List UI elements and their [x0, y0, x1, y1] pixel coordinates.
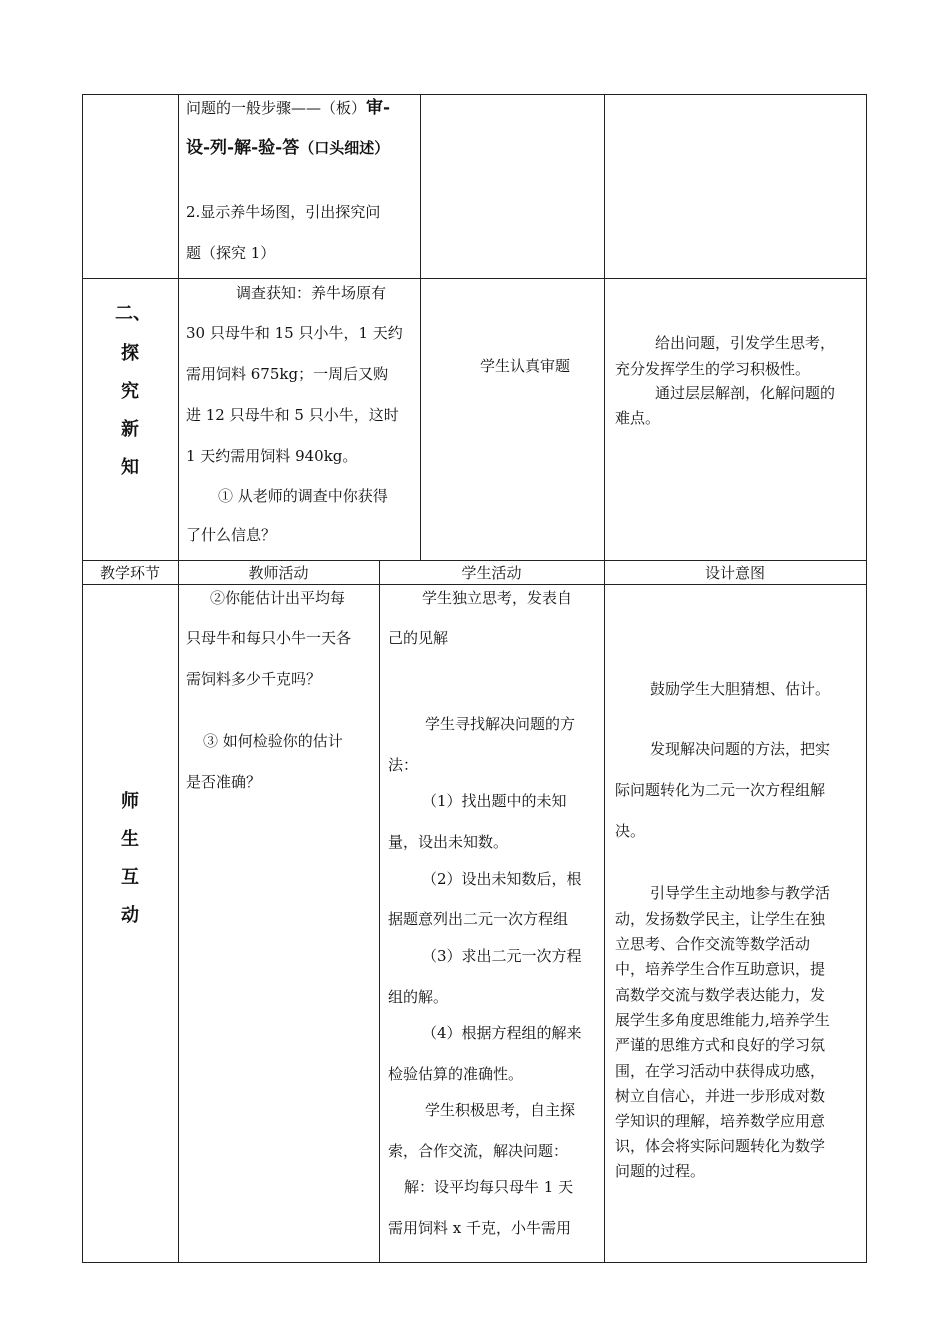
- col-divider-c: [604, 94, 605, 1263]
- row3-student-line-15: 解：设平均每只母牛 1 天: [404, 1178, 574, 1196]
- row3-teacher-line-2: 只母牛和每只小牛一天各: [186, 629, 352, 647]
- row2-intent-line-4: 难点。: [615, 409, 661, 427]
- table-border-right: [866, 94, 867, 1263]
- row2-stage-4: 新: [121, 419, 139, 440]
- row2-intent-line-3: 通过层层解剖，化解问题的: [655, 384, 836, 402]
- row3-student-line-7: （2）设出未知数后，根: [422, 870, 582, 888]
- row3-teacher-line-1: ②你能估计出平均每: [210, 589, 346, 607]
- header-teacher: 教师活动: [248, 564, 309, 582]
- row3-student-line-1: 学生独立思考，发表自: [422, 589, 573, 607]
- row3-intent-line-3: 际问题转化为二元一次方程组解: [615, 781, 826, 799]
- col-divider-b-upper: [420, 94, 421, 560]
- row3-student-line-10: 组的解。: [388, 988, 449, 1006]
- table-border-bottom: [82, 1262, 867, 1263]
- row3-student-line-12: 检验估算的准确性。: [388, 1065, 524, 1083]
- row3-intent-line-9: 高数学交流与数学表达能力，发: [615, 986, 826, 1004]
- row3-student-line-13: 学生积极思考，自主探: [425, 1101, 576, 1119]
- col-divider-a: [178, 94, 179, 1263]
- row2-stage-3: 究: [121, 381, 139, 402]
- row3-intent-line-8: 中，培养学生合作互助意识，提: [615, 960, 826, 978]
- row3-stage-1: 师: [121, 791, 139, 812]
- row3-intent-line-12: 围，在学习活动中获得成功感，: [615, 1062, 826, 1080]
- header-student: 学生活动: [461, 564, 522, 582]
- row3-intent-line-11: 严谨的思维方式和良好的学习氛: [615, 1036, 826, 1054]
- row2-teacher-line-5: 1 天约需用饲料 940kg。: [186, 447, 358, 465]
- header-intent: 设计意图: [704, 564, 765, 582]
- row2-teacher-line-3: 需用饲料 675kg；一周后又购: [186, 365, 389, 383]
- row2-stage-2: 探: [121, 343, 139, 364]
- table-border-left: [82, 94, 83, 1263]
- row-divider-1: [82, 278, 867, 279]
- row2-stage-1: 二、: [115, 303, 151, 324]
- header-stage: 教学环节: [99, 564, 160, 582]
- row2-teacher-line-1: 调查获知：养牛场原有: [236, 284, 387, 302]
- row3-student-line-16: 需用饲料 x 千克，小牛需用: [388, 1219, 571, 1237]
- row2-teacher-line-4: 进 12 只母牛和 5 只小牛，这时: [186, 406, 399, 424]
- row1-teacher-line-3: 2.显示养牛场图，引出探究问: [186, 203, 381, 221]
- row2-teacher-line-7: 了什么信息？: [186, 526, 277, 544]
- col-divider-b-lower: [379, 560, 380, 1263]
- row3-student-line-4: 法：: [388, 756, 419, 774]
- row1-teacher-line-4: 题（探究 1）: [186, 244, 276, 262]
- row2-teacher-line-6: ① 从老师的调查中你获得: [218, 487, 388, 505]
- row3-intent-line-13: 树立自信心，并进一步形成对数: [615, 1087, 826, 1105]
- row2-teacher-line-2: 30 只母牛和 15 只小牛，1 天约: [186, 324, 403, 342]
- row3-intent-line-4: 决。: [615, 822, 646, 840]
- row3-intent-line-7: 立思考、合作交流等数学活动: [615, 935, 811, 953]
- row3-student-line-8: 据题意列出二元一次方程组: [388, 910, 569, 928]
- row3-student-line-14: 索，合作交流，解决问题：: [388, 1142, 569, 1160]
- row3-stage-3: 互: [121, 867, 139, 888]
- row2-intent-line-1: 给出问题，引发学生思考，: [655, 334, 836, 352]
- row3-student-line-6: 量，设出未知数。: [388, 833, 509, 851]
- row3-student-line-9: （3）求出二元一次方程: [422, 947, 582, 965]
- row3-student-line-11: （4）根据方程组的解来: [422, 1024, 582, 1042]
- row3-student-line-2: 己的见解: [388, 629, 449, 647]
- row3-intent-line-15: 识，体会将实际问题转化为数学: [615, 1137, 826, 1155]
- row3-intent-line-14: 学知识的理解，培养数学应用意: [615, 1112, 826, 1130]
- row3-teacher-line-4: ③ 如何检验你的估计: [203, 732, 343, 750]
- row3-intent-line-6: 动，发扬数学民主，让学生在独: [615, 910, 826, 928]
- row3-intent-line-1: 鼓励学生大胆猜想、估计。: [650, 680, 831, 698]
- row2-intent-line-2: 充分发挥学生的学习积极性。: [615, 360, 811, 378]
- row2-student-text: 学生认真审题: [480, 357, 571, 375]
- row3-intent-line-10: 展学生多角度思维能力,培养学生: [615, 1011, 830, 1029]
- row1-teacher-line-2: 设-列-解-验-答（口头细述）: [186, 138, 390, 158]
- row3-intent-line-2: 发现解决问题的方法，把实: [650, 740, 831, 758]
- row3-stage-2: 生: [121, 829, 139, 850]
- row3-teacher-line-3: 需饲料多少千克吗？: [186, 670, 322, 688]
- row3-intent-line-5: 引导学生主动地参与教学活: [650, 884, 831, 902]
- row1-teacher-line-1: 问题的一般步骤——（板）审-: [186, 98, 391, 118]
- row2-stage-5: 知: [121, 457, 139, 478]
- row3-teacher-line-5: 是否准确？: [186, 773, 262, 791]
- row3-student-line-3: 学生寻找解决问题的方: [425, 715, 576, 733]
- row3-intent-line-16: 问题的过程。: [615, 1162, 706, 1180]
- row3-stage-4: 动: [121, 905, 139, 926]
- row3-student-line-5: （1）找出题中的未知: [422, 792, 567, 810]
